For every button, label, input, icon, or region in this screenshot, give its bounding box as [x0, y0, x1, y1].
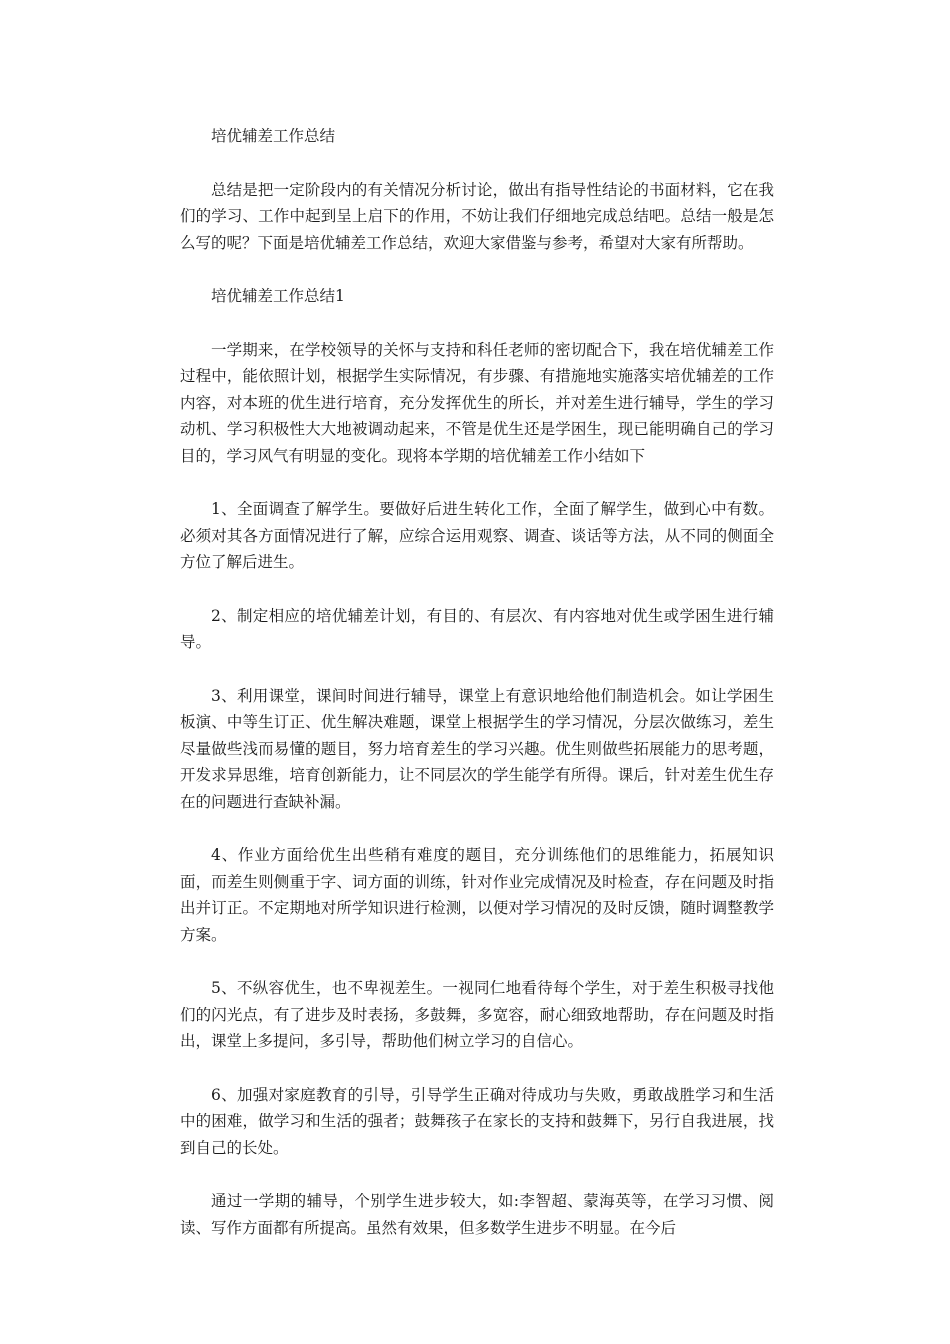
intro-paragraph: 总结是把一定阶段内的有关情况分析讨论，做出有指导性结论的书面材料，它在我们的学习、工作中起到呈上启下的作用，不妨让我们仔细地完成总结吧。总结一般是怎么写的呢？下面是培优辅差工作总结，欢迎大家借鉴与参考，希望对大家有所帮助。 [180, 180, 774, 252]
body-paragraph: 3、利用课堂，课间时间进行辅导，课堂上有意识地给他们制造机会。如让学困生板演、中等生订正、优生解决难题，课堂上根据学生的学习情况，分层次做练习，差生尽量做些浅而易懂的题目，努力培育差生的学习兴趣。优生则做些拓展能力的思考题，开发求异思维，培育创新能力，让不同层次的学生能学有所得。课后，针对差生优生存在的问题进行查缺补漏。 [180, 686, 774, 811]
document-title: 培优辅差工作总结 [211, 127, 336, 145]
body-paragraph: 4、作业方面给优生出些稍有难度的题目，充分训练他们的思维能力，拓展知识面，而差生则侧重于字、词方面的训练，针对作业完成情况及时检查，存在问题及时指出并订正。不定期地对所学知识进行检测，以便对学习情况的及时反馈，随时调整教学方案。 [180, 846, 774, 944]
body-paragraph: 一学期来，在学校领导的关怀与支持和科任老师的密切配合下，我在培优辅差工作过程中，能依照计划，根据学生实际情况，有步骤、有措施地实施落实培优辅差的工作内容，对本班的优生进行培育，充分发挥优生的所长，并对差生进行辅导，学生的学习动机、学习积极性大大地被调动起来，不管是优生还是学困生，现已能明确自己的学习目的，学习风气有明显的变化。现将本学期的培优辅差工作小结如下 [180, 340, 774, 465]
document-body [180, 123, 774, 1268]
body-paragraph: 5、不纵容优生，也不卑视差生。一视同仁地看待每个学生，对于差生积极寻找他们的闪光点，有了进步及时表扬，多鼓舞，多宽容，耐心细致地帮助，存在问题及时指出，课堂上多提问，多引导，帮助他们树立学习的自信心。 [180, 979, 774, 1050]
body-paragraph: 6、加强对家庭教育的引导，引导学生正确对待成功与失败，勇敢战胜学习和生活中的困难，做学习和生活的强者；鼓舞孩子在家长的支持和鼓舞下，另行自我进展，找到自己的长处。 [180, 1085, 774, 1157]
section-title: 培优辅差工作总结1 [211, 287, 345, 305]
body-paragraph: 2、制定相应的培优辅差计划，有目的、有层次、有内容地对优生或学困生进行辅导。 [180, 606, 774, 651]
body-paragraph: 通过一学期的辅导，个别学生进步较大，如:李智超、蒙海英等，在学习习惯、阅读、写作方面都有所提高。虽然有效果，但多数学生进步不明显。在今后 [180, 1192, 774, 1237]
body-paragraph: 1、全面调查了解学生。要做好后进生转化工作，全面了解学生，做到心中有数。必须对其各方面情况进行了解，应综合运用观察、调查、谈话等方法，从不同的侧面全方位了解后进生。 [180, 500, 774, 571]
